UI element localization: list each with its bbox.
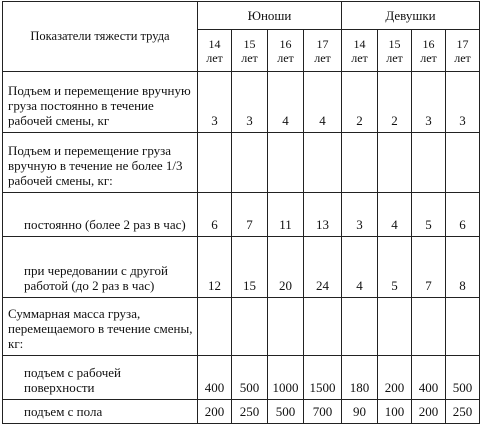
age-header: 15 лет bbox=[378, 30, 412, 72]
value-cell bbox=[446, 298, 480, 356]
row-label: Подъем и перемещение груза вручную в течение не более 1/3 рабочей смены, кг: bbox=[3, 133, 198, 193]
value-cell: 3 bbox=[198, 72, 232, 133]
value-cell: 12 bbox=[198, 237, 232, 298]
value-cell bbox=[268, 298, 304, 356]
value-cell: 180 bbox=[342, 356, 378, 400]
table-row bbox=[3, 133, 480, 193]
row-label: Суммарная масса груза, перемещаемого в течение смены, кг: bbox=[3, 298, 198, 356]
table-row bbox=[3, 193, 480, 237]
value-cell: 4 bbox=[378, 193, 412, 237]
table-row bbox=[3, 72, 480, 133]
value-cell: 6 bbox=[198, 193, 232, 237]
value-cell bbox=[304, 298, 342, 356]
value-cell: 500 bbox=[232, 356, 268, 400]
table-row bbox=[3, 356, 480, 400]
row-label: при чередовании с другой работой (до 2 раз в час) bbox=[3, 237, 198, 298]
value-cell bbox=[412, 298, 446, 356]
value-cell: 4 bbox=[268, 72, 304, 133]
value-cell: 3 bbox=[446, 72, 480, 133]
value-cell: 200 bbox=[412, 400, 446, 424]
value-cell: 400 bbox=[412, 356, 446, 400]
row-label: Подъем и перемещение вручную груза постоянно в течение рабочей смены, кг bbox=[3, 72, 198, 133]
age-header: 14 лет bbox=[198, 30, 232, 72]
value-cell: 13 bbox=[304, 193, 342, 237]
value-cell bbox=[378, 133, 412, 193]
value-cell: 1000 bbox=[268, 356, 304, 400]
row-label: постоянно (более 2 раз в час) bbox=[3, 193, 198, 237]
value-cell: 1500 bbox=[304, 356, 342, 400]
value-cell: 7 bbox=[232, 193, 268, 237]
value-cell bbox=[342, 133, 378, 193]
table-row bbox=[3, 237, 480, 298]
value-cell bbox=[232, 133, 268, 193]
value-cell: 2 bbox=[378, 72, 412, 133]
age-header: 16 лет bbox=[268, 30, 304, 72]
value-cell: 15 bbox=[232, 237, 268, 298]
value-cell: 4 bbox=[304, 72, 342, 133]
value-cell: 20 bbox=[268, 237, 304, 298]
age-header: 14 лет bbox=[342, 30, 378, 72]
value-cell: 700 bbox=[304, 400, 342, 424]
value-cell: 2 bbox=[342, 72, 378, 133]
value-cell bbox=[446, 133, 480, 193]
age-header: 17 лет bbox=[446, 30, 480, 72]
value-cell: 200 bbox=[198, 400, 232, 424]
value-cell: 400 bbox=[198, 356, 232, 400]
age-header: 17 лет bbox=[304, 30, 342, 72]
row-label: подъем с рабочей поверхности bbox=[3, 356, 198, 400]
value-cell: 500 bbox=[446, 356, 480, 400]
value-cell: 3 bbox=[232, 72, 268, 133]
value-cell bbox=[198, 133, 232, 193]
value-cell bbox=[268, 133, 304, 193]
table-row bbox=[3, 400, 480, 424]
value-cell bbox=[342, 298, 378, 356]
value-cell: 11 bbox=[268, 193, 304, 237]
boys-group-header: Юноши bbox=[198, 2, 342, 30]
value-cell: 3 bbox=[342, 193, 378, 237]
value-cell: 200 bbox=[378, 356, 412, 400]
girls-group-header: Девушки bbox=[342, 2, 480, 30]
value-cell: 4 bbox=[342, 237, 378, 298]
value-cell bbox=[378, 298, 412, 356]
value-cell: 5 bbox=[378, 237, 412, 298]
table-row bbox=[3, 298, 480, 356]
value-cell: 500 bbox=[268, 400, 304, 424]
value-cell bbox=[232, 298, 268, 356]
value-cell bbox=[304, 133, 342, 193]
age-header: 15 лет bbox=[232, 30, 268, 72]
value-cell: 250 bbox=[232, 400, 268, 424]
value-cell: 250 bbox=[446, 400, 480, 424]
value-cell bbox=[412, 133, 446, 193]
value-cell: 7 bbox=[412, 237, 446, 298]
age-header: 16 лет bbox=[412, 30, 446, 72]
value-cell: 90 bbox=[342, 400, 378, 424]
value-cell: 8 bbox=[446, 237, 480, 298]
workload-limits-table bbox=[2, 1, 480, 424]
value-cell: 100 bbox=[378, 400, 412, 424]
value-cell: 24 bbox=[304, 237, 342, 298]
value-cell: 6 bbox=[446, 193, 480, 237]
indicator-header: Показатели тяжести труда bbox=[3, 2, 198, 72]
value-cell: 5 bbox=[412, 193, 446, 237]
value-cell bbox=[198, 298, 232, 356]
row-label: подъем с пола bbox=[3, 400, 198, 424]
value-cell: 3 bbox=[412, 72, 446, 133]
